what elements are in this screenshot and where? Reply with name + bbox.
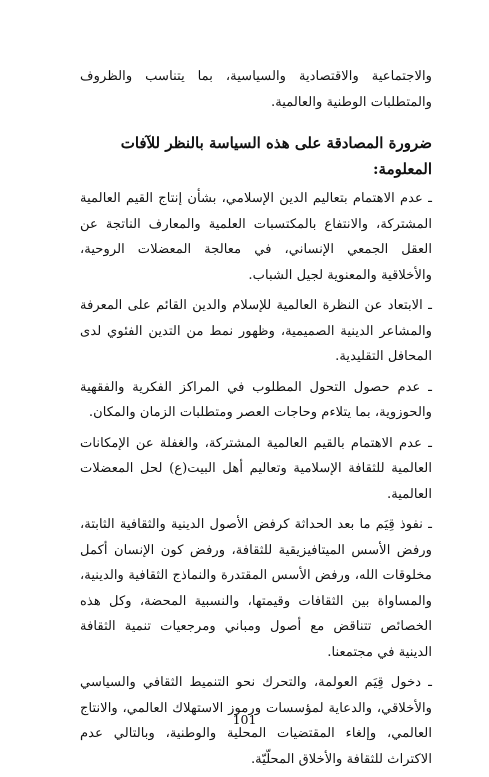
list-item: ـ دخول قِيَم العولمة، والتحرك نحو التنميط الثقافي والسياسي والأخلاقي، والدعاية لمؤسسات ورموز الاستهلاك العالمي، والانتاج العالمي، وإلغاء المقتضيات المحلية والوطنية، وبالتالي عدم الاكتراث للثقافة والأخلاق المحلّيّة. [80, 675, 432, 767]
list-item: ـ نفوذ قِيَم ما بعد الحداثة كرفض الأصول الدينية والثقافية الثابتة، ورفض الأسس الميتافيزيقية للثقافة، ورفض كون الإنسان أكمل مخلوقات الله، ورفض الأسس المقتدرة والنماذج الثقافية والدينية، والمساواة بين الثقافات وقيمتها، والنسبية المحضة، وكل هذه الخصائص تتناقض مع أصول ومباني ومرجعيات تنمية الثقافة الدينية في مجتمعنا. [80, 517, 432, 660]
section-heading: ضرورة المصادقة على هذه السياسة بالنظر للآفات المعلومة: [120, 134, 432, 178]
list-item: ـ عدم الاهتمام بالقيم العالمية المشتركة، والغفلة عن الإمكانات العالمية للثقافة الإسلامية وتعاليم أهل البيت(ع) لحل المعضلات العالمية. [80, 435, 432, 502]
page-body [80, 64, 432, 777]
intro-paragraph: والاجتماعية والاقتصادية والسياسية، بما يتناسب والظروف والمتطلبات الوطنية والعالمية. [80, 69, 432, 110]
list-item: ـ عدم الاهتمام بتعاليم الدين الإسلامي، بشأن إنتاج القيم العالمية المشتركة، والانتفاع بالمكتسبات العلمية والمعارف الناتجة عن العقل الجمعي الإنساني، في معالجة المعضلات الروحية، والأخلاقية والمعنوية لجيل الشباب. [80, 191, 432, 283]
list-item: ـ عدم حصول التحول المطلوب في المراكز الفكرية والفقهية والحوزوية، بما يتلاءم وحاجات العصر ومتطلبات الزمان والمكان. [80, 379, 432, 420]
page-number: 101 [232, 712, 257, 727]
list-item: ـ الابتعاد عن النظرة العالمية للإسلام والدين القائم على المعرفة والمشاعر الدينية الصميمية، وظهور نمط من التدين الفئوي لدى المحافل التقليدية. [80, 298, 432, 364]
